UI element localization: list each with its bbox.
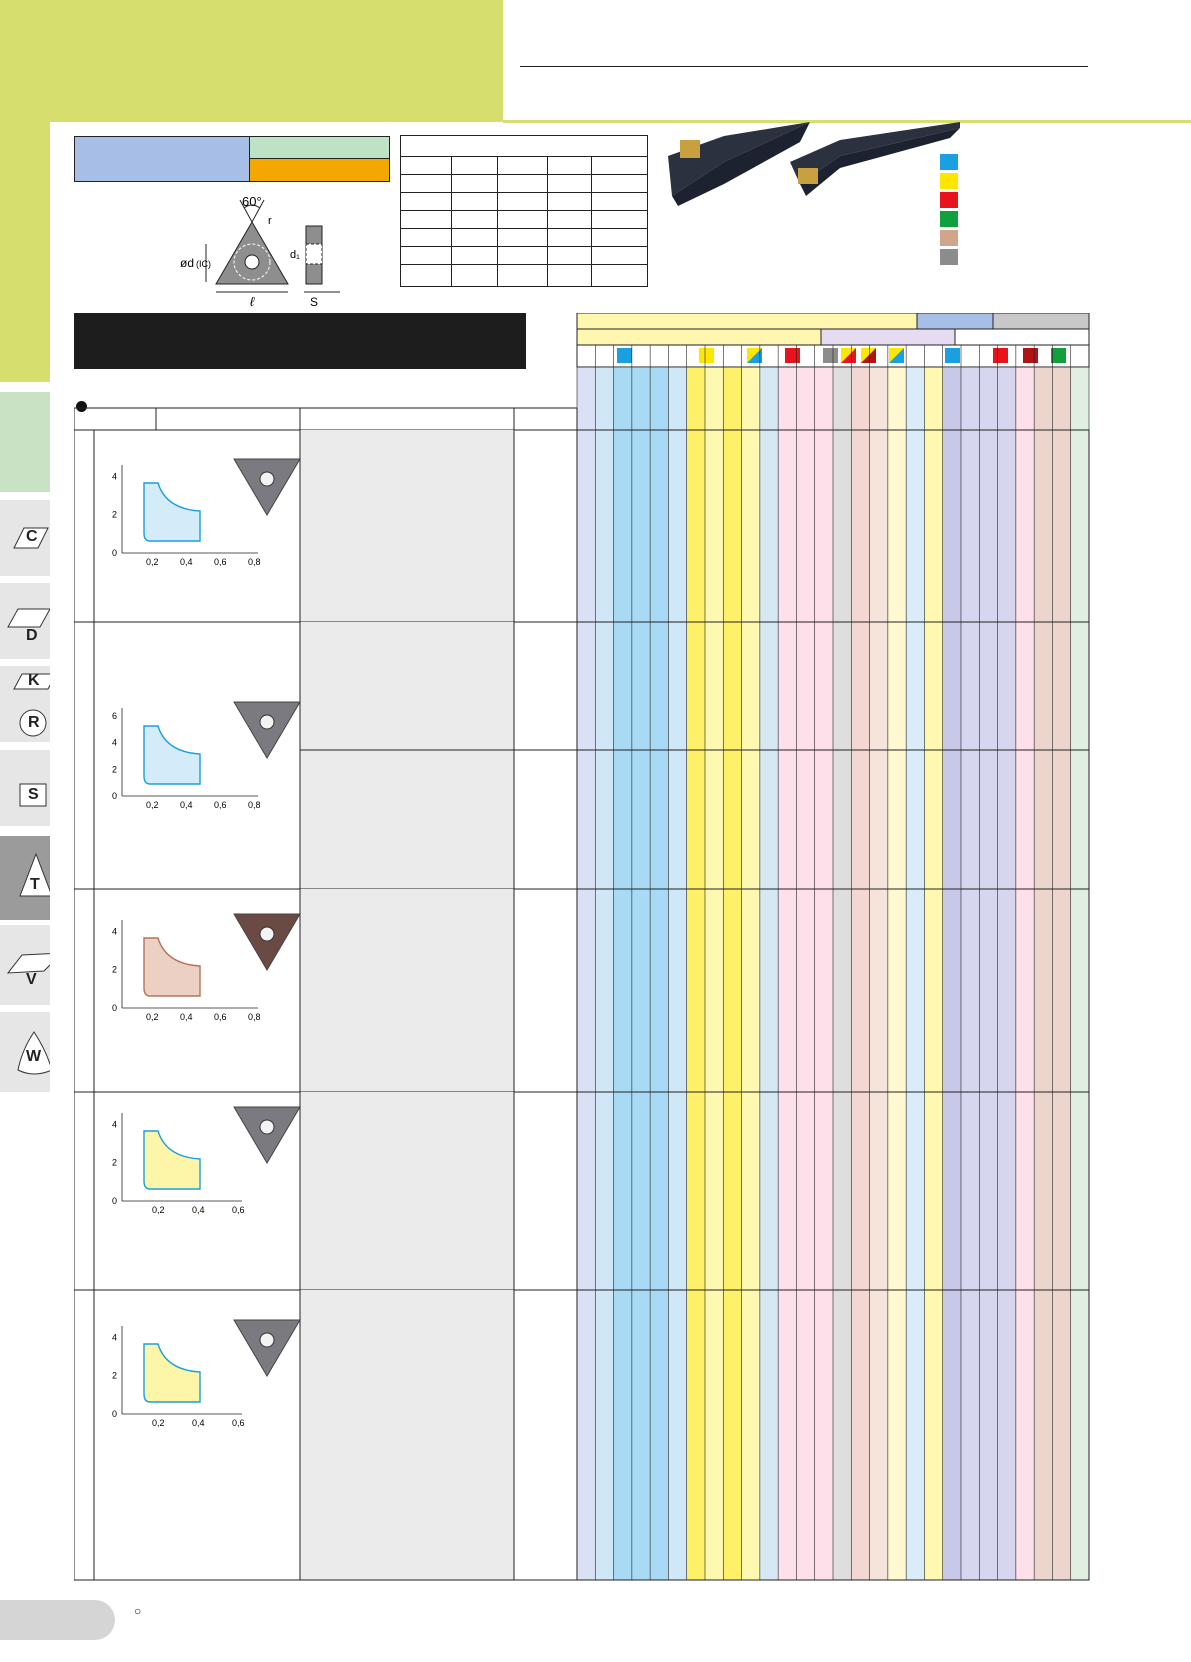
header-band-k [993,313,1089,329]
legend-swatch-red [940,192,958,208]
chart-y-tick: 4 [112,1332,118,1343]
dimension-table [400,135,648,287]
d1-label: d₁ [290,249,300,261]
chart-y-tick: 0 [112,1409,118,1419]
header-band-m [917,313,993,329]
rhombus-c-icon [0,500,50,576]
angle-label: 60° [242,194,262,209]
subband-3 [955,329,1089,345]
chart-y-tick: 0 [112,548,118,558]
chip-breaker-range-area [144,483,200,541]
grade-box [74,136,390,182]
chart-y-tick: 2 [112,509,118,520]
legend-swatch-blue [940,154,958,170]
grade-col-shade [1034,368,1052,1580]
chip-breaker-range-area [144,726,200,784]
grade-col-shade [577,368,595,1580]
page-number-tab [0,1600,115,1640]
chart-x-tick: 0,4 [192,1205,205,1215]
insert-photo-icon [234,459,300,515]
grade-chip-icon [823,348,838,363]
side-tab-s[interactable]: S [0,750,50,826]
grade-chip-icon [945,348,960,363]
description-cell [300,889,514,1092]
chart-y-tick: 6 [112,711,118,721]
legend-swatch-yellow [940,173,958,189]
grade-col-shade [1052,368,1070,1580]
subband-1 [577,329,821,345]
l-label: ℓ [250,294,255,309]
chart-x-tick: 0,6 [232,1418,245,1428]
grade-chip-icon [617,348,632,363]
chart-x-tick: 0,8 [248,557,261,567]
rhombus-v-icon [0,925,50,1005]
insert-photo-icon [234,1320,300,1376]
grade-col-shade [614,368,632,1580]
chart-x-tick: 0,2 [152,1418,165,1428]
insert-hole-icon [260,472,274,486]
side-tab-kr[interactable]: K R [0,666,50,742]
grade-col-shade [668,368,686,1580]
chart-x-tick: 0,6 [232,1205,245,1215]
d-label: ød [180,256,195,270]
grade-col-shade [1071,368,1089,1580]
trigon-w-icon [0,1012,50,1092]
grade-col-shade [1016,368,1034,1580]
chart-y-tick: 0 [112,791,118,801]
grade-col-shade [705,368,723,1580]
chart-x-tick: 0,2 [146,1012,159,1022]
description-cell [300,430,514,622]
chart-x-tick: 0,4 [180,1012,193,1022]
s-label: S [310,295,319,309]
grade-col-shade [650,368,668,1580]
insert-photo-icon [234,1107,300,1163]
chart-y-tick: 4 [112,926,118,937]
description-cell [300,622,514,889]
grade-col-shade [906,368,924,1580]
r-label: r [268,215,272,227]
tool-holder-photo [660,122,970,214]
ic-label: (IC) [196,259,211,269]
insert-hole-icon [260,715,274,729]
grade-chip-icon [1051,348,1066,363]
chart-x-tick: 0,4 [192,1418,205,1428]
insert-photo-icon [234,914,300,970]
insert-hole-icon [260,927,274,941]
chart-x-tick: 0,6 [214,800,227,810]
chart-y-tick: 4 [112,737,118,748]
insert-dimension-drawing [180,192,350,312]
grade-table [74,313,1091,1583]
insert-hole-icon [260,1120,274,1134]
chart-y-tick: 0 [112,1003,118,1013]
grade-col-shade [595,368,613,1580]
legend-swatch-green [940,211,958,227]
side-tab-d[interactable]: D [0,583,50,659]
chip-breaker-range-area [144,1131,200,1189]
subband-2 [821,329,955,345]
grade-col-shade [888,368,906,1580]
side-tab-blank[interactable] [0,392,50,492]
chart-x-tick: 0,4 [180,800,193,810]
grade-col-shade [760,368,778,1580]
chart-y-tick: 2 [112,1370,118,1381]
rhombus-k-icon [0,666,50,742]
grade-col-shade [632,368,650,1580]
header-rule [520,66,1088,67]
chart-y-tick: 0 [112,1196,118,1206]
grade-chip-icon [1023,348,1038,363]
chart-x-tick: 0,2 [152,1205,165,1215]
chip-breaker-range-area [144,938,200,996]
chart-x-tick: 0,2 [146,557,159,567]
square-s-icon [0,750,50,826]
chart-x-tick: 0,4 [180,557,193,567]
grade-box-blue [75,137,249,181]
legend-swatch-tan [940,230,958,246]
grade-col-shade [687,368,705,1580]
grade-col-shade [870,368,888,1580]
header-banner-left [0,0,503,122]
legend-swatch-grey [940,249,958,265]
sidebar-green [0,122,50,382]
grade-col-shade [851,368,869,1580]
chip-breaker-range-area [144,1344,200,1402]
side-tab-v[interactable]: V [0,925,50,1005]
grade-chip-icon [993,348,1008,363]
description-cell [300,1290,514,1580]
chart-x-tick: 0,2 [146,800,159,810]
grade-box-green [249,137,389,159]
grade-col-shade [723,368,741,1580]
chart-x-tick: 0,6 [214,1012,227,1022]
rhombus-d-icon [0,583,50,659]
grade-col-shade [742,368,760,1580]
triangle-t-icon [0,836,50,920]
header-band-p [577,313,917,329]
footer-mark: ○ [134,1604,142,1618]
chart-y-tick: 2 [112,764,118,775]
chart-y-tick: 4 [112,1119,118,1130]
grade-col-shade [796,368,814,1580]
insert-photo-icon [234,702,300,758]
grade-col-shade [815,368,833,1580]
grade-chip-icon [785,348,800,363]
grade-col-shade [833,368,851,1580]
grade-col-shade [998,368,1016,1580]
side-tab-c[interactable]: C [0,500,50,576]
chart-y-tick: 4 [112,471,118,482]
chart-x-tick: 0,8 [248,1012,261,1022]
description-cell [300,1092,514,1290]
grade-col-shade [778,368,796,1580]
insert-hole-icon [260,1333,274,1347]
grade-box-orange [249,159,389,181]
chart-x-tick: 0,6 [214,557,227,567]
grade-col-shade [943,368,961,1580]
side-tab-t[interactable]: T [0,836,50,920]
grade-col-shade [924,368,942,1580]
grade-col-shade [979,368,997,1580]
grade-chip-icon [699,348,714,363]
chart-y-tick: 2 [112,1157,118,1168]
chart-x-tick: 0,8 [248,800,261,810]
grade-col-shade [961,368,979,1580]
chart-y-tick: 2 [112,964,118,975]
side-tab-w[interactable]: W [0,1012,50,1092]
